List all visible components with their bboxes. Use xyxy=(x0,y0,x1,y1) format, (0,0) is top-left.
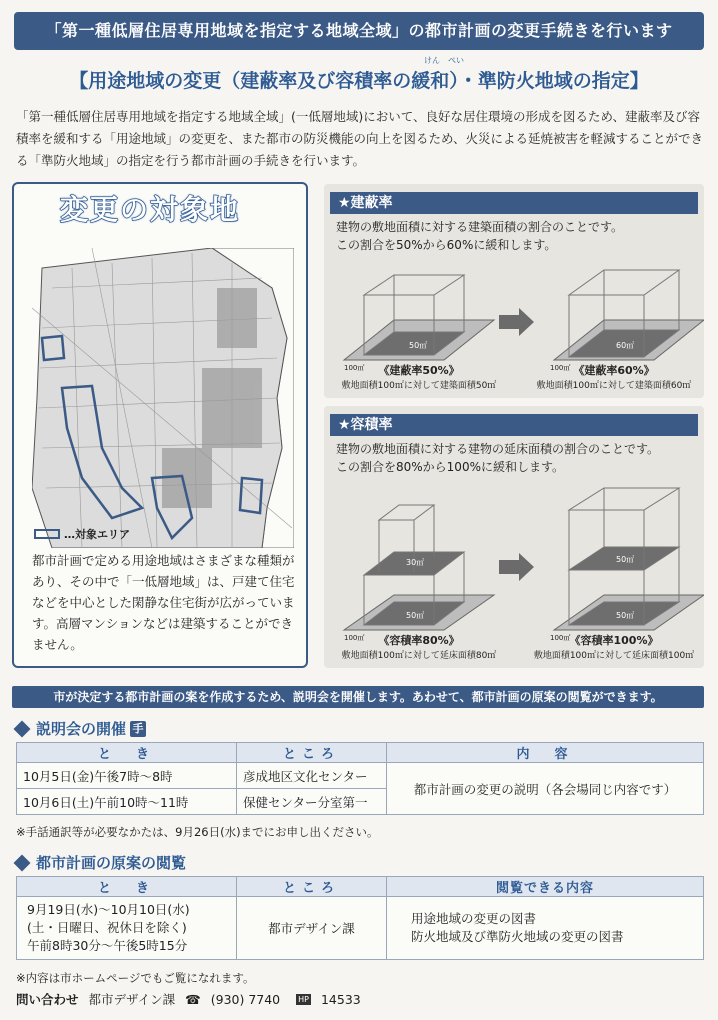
sign-language-icon: 手 xyxy=(130,721,146,737)
kenpei-area-before: 50㎡ xyxy=(409,341,428,350)
map-description: 都市計画で定める用途地域はさまざまな種類があり、その中で「一低層地域」は、戸建て住宅などを中心とした閑静な住宅街が広がっています。高層マンションなどは建築することができません。 xyxy=(32,553,295,652)
table-row xyxy=(17,763,704,789)
contact-hp-id: 14533 xyxy=(320,991,361,1007)
target-area-title: 変更の対象地 xyxy=(60,193,241,226)
phone-icon: ☎ xyxy=(185,991,201,1007)
viewing-when xyxy=(17,897,237,960)
kenpei-panel xyxy=(324,184,704,398)
yoseki-before-caption xyxy=(334,632,504,661)
viewing-when-line: 午前8時30分～午後5時15分 xyxy=(27,938,188,953)
yoseki-desc-line: 建物の敷地面積に対する建物の延床面積の割合のことです。 xyxy=(336,442,660,456)
viewing-note: ※内容は市ホームページでもご覧になれます。 xyxy=(16,971,255,985)
table-header: 内 容 xyxy=(387,743,704,763)
target-area-box xyxy=(12,182,308,668)
viewing-content xyxy=(387,897,704,960)
yoseki-site-label: 100㎡ xyxy=(550,634,571,642)
yoseki-heading: ★容積率 xyxy=(330,414,698,436)
kenpei-area-after: 60㎡ xyxy=(616,341,635,350)
yoseki-site-label: 100㎡ xyxy=(344,634,365,642)
table-header-row xyxy=(17,743,704,763)
yoseki-before-sub: 敷地面積100㎡に対して延床面積80㎡ xyxy=(341,651,497,661)
kenpei-site-label: 100㎡ xyxy=(550,364,571,372)
kenpei-after-label: 《建蔽率60%》 xyxy=(573,364,655,377)
yoseki-after-caption xyxy=(524,632,704,661)
meeting-heading-text: 説明会の開催 xyxy=(36,720,127,738)
kenpei-after-sub: 敷地面積100㎡に対して建築面積60㎡ xyxy=(536,381,692,391)
yoseki-diagram xyxy=(324,480,704,650)
yoseki-after-label: 《容積率100%》 xyxy=(569,634,659,647)
table-header: ところ xyxy=(237,743,387,763)
page-subtitle: 【用途地域の変更（建蔽率及び容積率の緩和）・準防火地域の指定】 xyxy=(69,70,649,92)
yoseki-after-sub: 敷地面積100㎡に対して延床面積100㎡ xyxy=(533,651,695,661)
legend-label: …対象エリア xyxy=(64,528,130,541)
legend-swatch xyxy=(34,529,60,539)
yoseki-floor-upper-before: 30㎡ xyxy=(406,558,425,567)
kenpei-before-sub: 敷地面積100㎡に対して建築面積50㎡ xyxy=(341,381,497,391)
meeting-content: 都市計画の変更の説明（各会場同じ内容です） xyxy=(387,763,704,815)
kenpei-before-label: 《建蔽率50%》 xyxy=(378,364,460,377)
yoseki-floor-upper-after: 50㎡ xyxy=(616,555,635,564)
table-header: と き xyxy=(17,877,237,897)
contact-tel: (930) 7740 xyxy=(210,991,281,1007)
meeting-where: 彦成地区文化センター xyxy=(237,763,387,789)
kenpei-after-caption xyxy=(524,362,704,391)
viewing-when-line: (土・日曜日、祝休日を除く) xyxy=(27,920,187,935)
yoseki-floor-lower-after: 50㎡ xyxy=(616,611,635,620)
meeting-note: ※手話通訳等が必要なかたは、9月26日(水)までにお申し出ください。 xyxy=(16,825,379,839)
page-banner: 「第一種低層住居専用地域を指定する地域全域」の都市計画の変更手続きを行います xyxy=(14,12,704,50)
kenpei-before-caption xyxy=(334,362,504,391)
table-header: ところ xyxy=(237,877,387,897)
ruby-annotation: けん ぺい xyxy=(424,56,464,65)
meeting-table xyxy=(16,742,704,815)
yoseki-before-label: 《容積率80%》 xyxy=(378,634,460,647)
viewing-where: 都市デザイン課 xyxy=(237,897,387,960)
intro-text: 「第一種低層住居専用地域を指定する地域全域」(一低層地域)において、良好な居住環境の形成を図るため、建蔽率及び容積率を緩和する「用途地域」の変更を、また都市の防災機能の向上を図るため、火災による延焼被害を軽減することができる「準防火地域」の指定を行う都市計画の手続きを行います。 xyxy=(16,109,704,168)
viewing-content-line: 用途地域の変更の図書 xyxy=(411,911,537,926)
viewing-content-line: 防火地域及び準防火地域の変更の図書 xyxy=(411,929,624,944)
diamond-icon xyxy=(14,854,31,871)
table-row xyxy=(17,897,704,960)
yoseki-panel xyxy=(324,406,704,668)
kenpei-site-label: 100㎡ xyxy=(344,364,365,372)
target-area-map xyxy=(32,248,294,548)
yoseki-desc-line: この割合を80%から100%に緩和します。 xyxy=(336,460,565,474)
contact-line xyxy=(16,990,361,1008)
contact-label: 問い合わせ xyxy=(16,992,79,1007)
meeting-heading xyxy=(16,718,146,739)
map-legend xyxy=(34,526,130,542)
viewing-when-line: 9月19日(水)～10月10日(水) xyxy=(27,902,190,917)
meeting-when: 10月6日(土)午前10時～11時 xyxy=(17,789,237,815)
yoseki-floor-lower-before: 50㎡ xyxy=(406,611,425,620)
table-header: 閲覧できる内容 xyxy=(387,877,704,897)
viewing-heading-text: 都市計画の原案の閲覧 xyxy=(36,854,187,872)
kenpei-desc-line: 建物の敷地面積に対する建築面積の割合のことです。 xyxy=(336,220,624,234)
contact-dept: 都市デザイン課 xyxy=(88,992,176,1007)
table-header: と き xyxy=(17,743,237,763)
kenpei-heading: ★建蔽率 xyxy=(330,192,698,214)
viewing-heading xyxy=(16,852,186,873)
table-header-row xyxy=(17,877,704,897)
meeting-where: 保健センター分室第一 xyxy=(237,789,387,815)
announcement-band: 市が決定する都市計画の案を作成するため、説明会を開催します。あわせて、都市計画の原案の閲覧ができます。 xyxy=(12,686,704,708)
yoseki-description xyxy=(324,436,704,480)
viewing-table xyxy=(16,876,704,960)
meeting-when: 10月5日(金)午後7時～8時 xyxy=(17,763,237,789)
hp-icon: HP xyxy=(298,994,309,1004)
diamond-icon xyxy=(14,720,31,737)
kenpei-desc-line: この割合を50%から60%に緩和します。 xyxy=(336,238,557,252)
kenpei-description xyxy=(324,214,704,258)
